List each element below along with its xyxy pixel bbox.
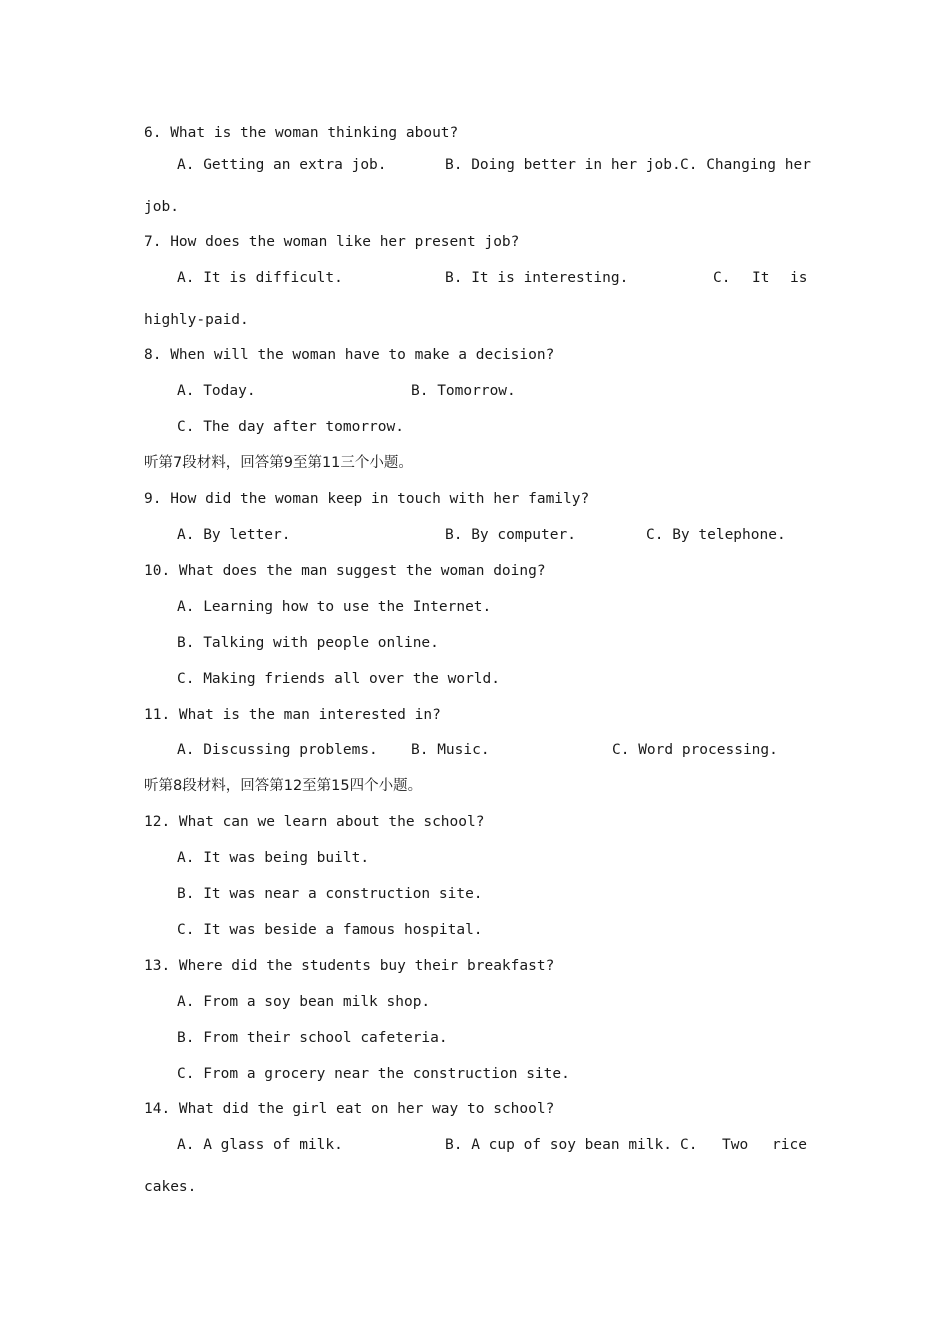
question-8-stem: 8. When will the woman have to make a decision? bbox=[144, 347, 555, 363]
q6-option-c-continued: job. bbox=[144, 199, 179, 215]
q11-option-c: C. Word processing. bbox=[612, 742, 778, 758]
q8-option-c: C. The day after tomorrow. bbox=[177, 419, 404, 435]
q9-option-a: A. By letter. bbox=[177, 527, 291, 543]
q13-option-b: B. From their school cafeteria. bbox=[177, 1030, 448, 1046]
q12-option-b: B. It was near a construction site. bbox=[177, 886, 483, 902]
q11-option-a: A. Discussing problems. bbox=[177, 742, 378, 758]
q7-option-c-letter: C. bbox=[713, 270, 731, 286]
question-9-stem: 9. How did the woman keep in touch with her family? bbox=[144, 491, 590, 507]
q6-option-c: C. Changing her bbox=[680, 157, 811, 173]
q8-option-b: B. Tomorrow. bbox=[411, 383, 516, 399]
q6-option-a: A. Getting an extra job. bbox=[177, 157, 387, 173]
q6-option-b: B. Doing better in her job. bbox=[445, 157, 681, 173]
q9-option-c: C. By telephone. bbox=[646, 527, 786, 543]
q8-option-a: A. Today. bbox=[177, 383, 256, 399]
q14-option-c-word-2: rice bbox=[772, 1137, 807, 1153]
q13-option-c: C. From a grocery near the construction site. bbox=[177, 1066, 570, 1082]
section-7-instruction: 听第7段材料，回答第9至第11三个小题。 bbox=[144, 455, 413, 471]
q10-option-a: A. Learning how to use the Internet. bbox=[177, 599, 492, 615]
question-13-stem: 13. Where did the students buy their breakfast? bbox=[144, 958, 555, 974]
q7-option-c-word-2: is bbox=[790, 270, 808, 286]
q13-option-a: A. From a soy bean milk shop. bbox=[177, 994, 431, 1010]
q7-option-c-word-1: It bbox=[752, 270, 770, 286]
question-12-stem: 12. What can we learn about the school? bbox=[144, 814, 485, 830]
q11-option-b: B. Music. bbox=[411, 742, 490, 758]
q14-option-b: B. A cup of soy bean milk. bbox=[445, 1137, 672, 1153]
q7-option-c-continued: highly-paid. bbox=[144, 312, 249, 328]
section-8-instruction: 听第8段材料，回答第12至第15四个小题。 bbox=[144, 778, 423, 794]
q10-option-b: B. Talking with people online. bbox=[177, 635, 439, 651]
q7-option-b: B. It is interesting. bbox=[445, 270, 629, 286]
question-10-stem: 10. What does the man suggest the woman doing? bbox=[144, 563, 546, 579]
question-6-stem: 6. What is the woman thinking about? bbox=[144, 125, 459, 141]
q10-option-c: C. Making friends all over the world. bbox=[177, 671, 501, 687]
q12-option-a: A. It was being built. bbox=[177, 850, 370, 866]
q9-option-b: B. By computer. bbox=[445, 527, 576, 543]
q14-option-c-letter: C. bbox=[680, 1137, 698, 1153]
question-14-stem: 14. What did the girl eat on her way to school? bbox=[144, 1101, 555, 1117]
question-7-stem: 7. How does the woman like her present job? bbox=[144, 234, 520, 250]
q7-option-a: A. It is difficult. bbox=[177, 270, 343, 286]
q14-option-a: A. A glass of milk. bbox=[177, 1137, 343, 1153]
q14-option-c-word-1: Two bbox=[722, 1137, 749, 1153]
q12-option-c: C. It was beside a famous hospital. bbox=[177, 922, 483, 938]
question-11-stem: 11. What is the man interested in? bbox=[144, 707, 441, 723]
q14-option-c-continued: cakes. bbox=[144, 1179, 197, 1195]
